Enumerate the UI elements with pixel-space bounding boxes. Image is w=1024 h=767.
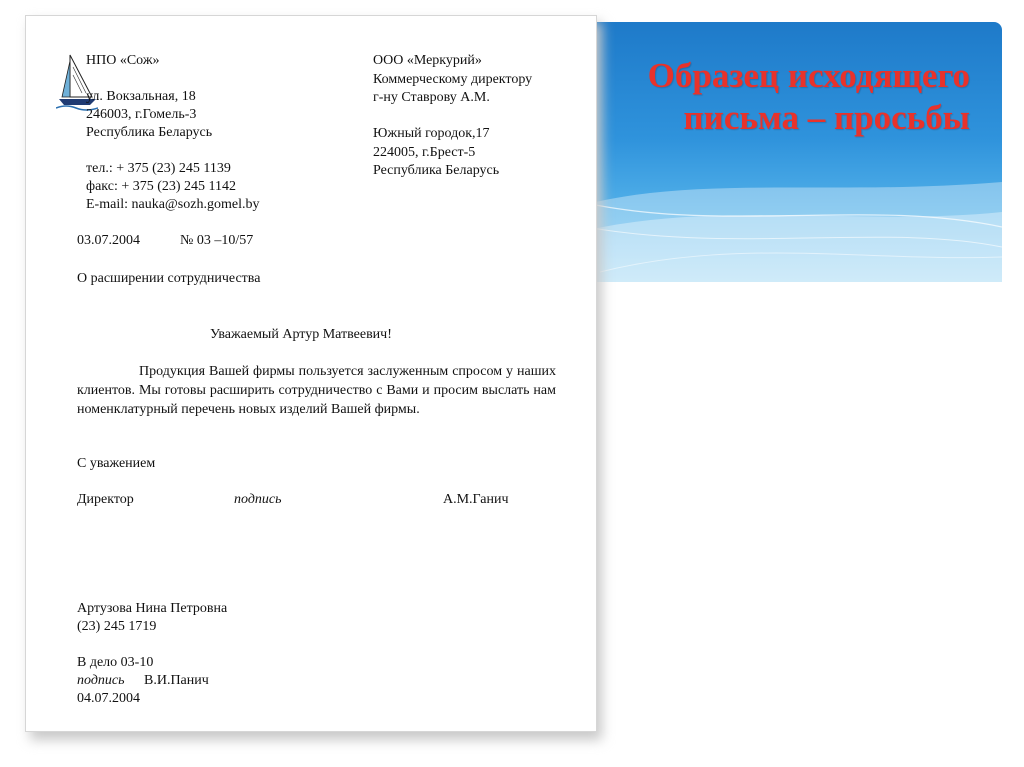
signature-label: подпись bbox=[234, 492, 282, 507]
sender-country: Республика Беларусь bbox=[86, 125, 213, 140]
letter-body: Продукция Вашей фирмы пользуется заслуженным спросом у наших клиентов. Мы готовы расширить сотрудничество с Вами и просим выслать нам номенклатурный перечень новых изделий Вашей фирмы. bbox=[77, 364, 556, 417]
recipient-city: 224005, г.Брест-5 bbox=[373, 145, 476, 160]
letter-number: № 03 –10/57 bbox=[180, 233, 254, 248]
letter-closing: С уважением bbox=[77, 456, 156, 471]
sender-phone: тел.: + 375 (23) 245 1139 bbox=[86, 161, 231, 176]
slide-title-line-1: Образец исходящего bbox=[647, 56, 970, 95]
recipient-position: Коммерческому директору bbox=[373, 72, 533, 87]
signer-title: Директор bbox=[77, 492, 134, 507]
sender-fax: факс: + 375 (23) 245 1142 bbox=[86, 179, 237, 194]
sender-org: НПО «Сож» bbox=[86, 53, 160, 68]
filing-signer: В.И.Панич bbox=[144, 673, 209, 688]
sender-street: ул. Вокзальная, 18 bbox=[86, 89, 196, 104]
filing-note: В дело 03-10 bbox=[77, 655, 154, 670]
executor-phone: (23) 245 1719 bbox=[77, 619, 157, 634]
letter-subject: О расширении сотрудничества bbox=[77, 271, 261, 286]
recipient-name: г-ну Ставрову А.М. bbox=[373, 90, 490, 105]
executor-name: Артузова Нина Петровна bbox=[77, 601, 228, 616]
letter-greeting: Уважаемый Артур Матвеевич! bbox=[210, 327, 392, 342]
filing-date: 04.07.2004 bbox=[77, 691, 140, 706]
slide-title bbox=[600, 55, 970, 139]
recipient-street: Южный городок,17 bbox=[373, 126, 490, 141]
letter-date: 03.07.2004 bbox=[77, 233, 140, 248]
slide-title-line-2: письма – просьбы bbox=[683, 98, 970, 137]
sender-email: E-mail: nauka@sozh.gomel.by bbox=[86, 197, 260, 212]
recipient-org: ООО «Меркурий» bbox=[373, 53, 482, 68]
sender-city: 246003, г.Гомель-3 bbox=[86, 107, 197, 122]
recipient-country: Республика Беларусь bbox=[373, 163, 500, 178]
filing-signature-label: подпись bbox=[77, 673, 125, 688]
signer-name: А.М.Ганич bbox=[443, 492, 509, 507]
